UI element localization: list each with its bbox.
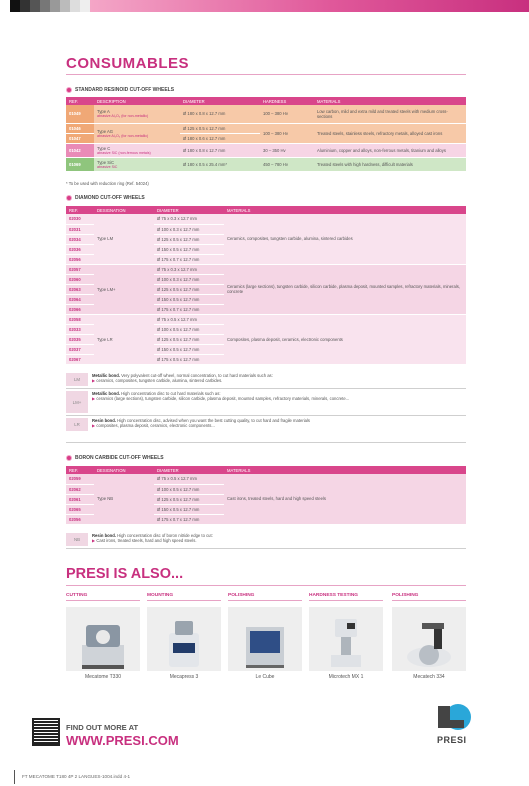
- product-category: POLISHING: [392, 593, 466, 601]
- product-name: Mecatome T330: [84, 674, 122, 680]
- swatch: [0, 0, 10, 12]
- table-row: [66, 314, 466, 324]
- crop-mark: [14, 770, 15, 784]
- legend-text: [92, 533, 213, 543]
- ref-cell: 02067: [66, 354, 94, 364]
- diamond-heading-text: DIAMOND CUT-OFF WHEELS: [75, 195, 145, 201]
- diam-cell: Ø 75 x 0.5 x 12.7 mm: [154, 314, 224, 324]
- mat-cell: Composites, plasma deposit, ceramics, electronic components: [224, 314, 466, 364]
- table-header-row: [66, 206, 466, 214]
- product-image: [147, 607, 221, 671]
- table-row: [66, 214, 466, 224]
- product-name: Mecatech 334: [413, 674, 445, 680]
- diam-cell: Ø 180 x 0.5 x 25.4 mm*: [180, 157, 260, 171]
- desc-type: Type C: [97, 145, 111, 151]
- legend-desc: Very polyvalent cut-off wheel, normal concentration, to cut hard materials such as:: [121, 373, 273, 378]
- diam-cell: Ø 180 x 0.8 x 12.7 mm: [180, 143, 260, 157]
- qr-code-icon[interactable]: [32, 718, 60, 746]
- mat-cell: Cast irons, treated steels, hard and high speed steels: [224, 474, 466, 524]
- legend-list: ceramics (large sections), tungsten carbide, silicon carbide, plasma deposit, mounted samples, refractory materials, minerals, concrete...: [96, 396, 350, 402]
- designation-cell: Type LR: [94, 314, 154, 364]
- polishing-cube-icon: [240, 615, 290, 671]
- desc-sub: abrasive Al₂O₃ (for non-metallic): [97, 133, 149, 138]
- legend-list: Cast irons, treated steels, hard and high speed steels.: [96, 538, 197, 544]
- diam-cell: Ø 75 x 0.3 x 12.7 mm: [154, 214, 224, 224]
- boron-table: [66, 466, 466, 525]
- ref-cell: 02056: [66, 514, 94, 524]
- col-header: MATERIALS: [224, 206, 466, 214]
- resinoid-table: [66, 97, 466, 172]
- ref-cell: 02064: [66, 294, 94, 304]
- table-row: [66, 143, 466, 157]
- ref-cell: 02033: [66, 324, 94, 334]
- diam-cell: Ø 180 x 0.8 x 12.7 mm: [180, 105, 260, 123]
- bullet-icon: [66, 87, 72, 93]
- product-image: [66, 607, 140, 671]
- product-category: CUTTING: [66, 593, 140, 601]
- legend-lmplus: [66, 391, 466, 413]
- product-image: [228, 607, 302, 671]
- presi-logo: PRESI: [437, 735, 467, 745]
- divider: [66, 442, 466, 443]
- legend-text: [92, 418, 310, 428]
- table-row: [66, 474, 466, 484]
- legend-text: [92, 391, 349, 401]
- legend-badge: LM: [66, 373, 88, 386]
- swatch: [80, 0, 90, 12]
- hard-cell: 100 – 380 Hv: [260, 123, 314, 143]
- designation-cell: Type NB: [94, 474, 154, 524]
- col-header: MATERIALS: [224, 466, 466, 474]
- ref-cell: 02036: [66, 244, 94, 254]
- diam-cell: Ø 175 x 0.7 x 12.7 mm: [154, 514, 224, 524]
- title-rule: [66, 74, 466, 75]
- ref-cell: 01049: [66, 105, 94, 123]
- legend-text: [92, 373, 273, 383]
- legend-desc: High concentration disc, advised when you want the best cutting quality, to cut hard and fragile materials: [117, 418, 311, 423]
- page-title: CONSUMABLES: [66, 55, 190, 72]
- swatch: [70, 0, 80, 12]
- diamond-heading: [66, 195, 145, 201]
- col-header: MATERIALS: [314, 97, 466, 105]
- product-name: Microtech MX 1: [328, 674, 364, 680]
- hardness-tester-icon: [321, 615, 371, 671]
- resinoid-heading-text: STANDARD RESINOID CUT-OFF WHEELS: [75, 87, 175, 93]
- table-row: [66, 105, 466, 123]
- col-header: REF.: [66, 97, 94, 105]
- legend-desc: High concentration disc of boron nitride edge to cut:: [117, 533, 213, 538]
- product-card[interactable]: [228, 593, 302, 680]
- swatch: [50, 0, 60, 12]
- bullet-icon: [66, 455, 72, 461]
- table-row: [66, 157, 466, 171]
- col-header: HARDNESS: [260, 97, 314, 105]
- diam-cell: Ø 175 x 0.5 x 12.7 mm: [154, 354, 224, 364]
- mounting-press-icon: [159, 615, 209, 671]
- divider: [66, 388, 466, 389]
- product-category: MOUNTING: [147, 593, 221, 601]
- website-link[interactable]: WWW.PRESI.COM: [66, 733, 179, 748]
- desc-type: Type AG: [97, 128, 114, 134]
- diam-cell: Ø 175 x 0.7 x 12.7 mm: [154, 254, 224, 264]
- arrow-icon: ▶: [92, 378, 96, 384]
- also-rule: [66, 585, 466, 586]
- ref-cell: 02061: [66, 494, 94, 504]
- diam-cell: Ø 125 x 0.5 x 12.7 mm: [180, 123, 260, 133]
- ref-cell: 02034: [66, 234, 94, 244]
- diam-cell: Ø 100 x 0.3 x 12.7 mm: [154, 274, 224, 284]
- product-name: Mecapress 3: [169, 674, 199, 680]
- desc-type: Type A: [97, 109, 110, 115]
- product-card[interactable]: [66, 593, 140, 680]
- bullet-icon: [66, 195, 72, 201]
- arrow-icon: ▶: [92, 396, 96, 402]
- hard-cell: 100 – 380 Hv: [260, 105, 314, 123]
- presi-logo-icon: [438, 700, 476, 734]
- find-out-text: FIND OUT MORE AT: [66, 723, 139, 732]
- ref-cell: 02062: [66, 484, 94, 494]
- table-header-row: [66, 97, 466, 105]
- legend-bond: Metallic bond.: [92, 391, 120, 396]
- swatch: [30, 0, 40, 12]
- hard-cell: 450 – 780 Hv: [260, 157, 314, 171]
- desc-cell: [94, 143, 180, 157]
- desc-sub: abrasive Al₂O₃ (for non-metallic): [97, 114, 149, 119]
- desc-cell: [94, 123, 180, 143]
- legend-bond: Metallic bond.: [92, 373, 120, 378]
- ref-cell: 02058: [66, 314, 94, 324]
- resinoid-note: * To be used with reduction ring (Ref. 54024): [66, 181, 149, 186]
- mat-cell: Aluminium, copper and alloys, non-ferrous metals, titanium and alloys: [314, 143, 466, 157]
- diam-cell: Ø 100 x 0.5 x 12.7 mm: [154, 324, 224, 334]
- boron-heading: [66, 455, 164, 461]
- diamond-table: [66, 206, 466, 365]
- legend-bond: Resin bond.: [92, 418, 116, 423]
- diam-cell: Ø 125 x 0.5 x 12.7 mm: [154, 494, 224, 504]
- product-image: [392, 607, 466, 671]
- ref-cell: 02030: [66, 214, 94, 224]
- top-pink-bar: [90, 0, 529, 12]
- legend-badge: LM+: [66, 391, 88, 413]
- col-header: DESCRIPTION: [94, 97, 180, 105]
- ref-cell: 02066: [66, 304, 94, 314]
- ref-cell: 02031: [66, 224, 94, 234]
- legend-lm: [66, 373, 466, 386]
- mat-cell: Ceramics (large sections), tungsten carbide, silicon carbide, plasma deposit, mounted samples, refractory materials, minerals, concrete: [224, 264, 466, 314]
- designation-cell: Type LM+: [94, 264, 154, 314]
- desc-cell: [94, 105, 180, 123]
- ref-cell: 02057: [66, 264, 94, 274]
- legend-badge: NB: [66, 533, 88, 546]
- mat-cell: Ceramics, composites, tungsten carbide, alumina, sintered carbides: [224, 214, 466, 264]
- desc-type: Type SiC: [97, 159, 114, 165]
- product-image: [309, 607, 383, 671]
- cutting-machine-icon: [78, 615, 128, 671]
- ref-cell: 01042: [66, 143, 94, 157]
- arrow-icon: ▶: [92, 423, 96, 429]
- ref-cell: 02037: [66, 344, 94, 354]
- legend-badge: LR: [66, 418, 88, 431]
- col-header: DIAMETER: [154, 206, 224, 214]
- ref-cell: 01046: [66, 123, 94, 133]
- table-header-row: [66, 466, 466, 474]
- designation-cell: Type LM: [94, 214, 154, 264]
- also-title: PRESI IS ALSO...: [66, 566, 184, 582]
- legend-bond: Resin bond.: [92, 533, 116, 538]
- arrow-icon: ▶: [92, 538, 96, 544]
- legend-nb: [66, 533, 466, 546]
- mat-cell: Low carbon, mild and extra mild and treated steels with medium cross-sections: [314, 105, 466, 123]
- col-header: DESIGNATION: [94, 206, 154, 214]
- diam-cell: Ø 75 x 0.5 x 12.7 mm: [154, 474, 224, 484]
- product-category: HARDNESS TESTING: [309, 593, 383, 601]
- col-header: DIAMETER: [180, 97, 260, 105]
- swatch: [40, 0, 50, 12]
- table-row: [66, 123, 466, 133]
- legend-list: composites, plasma deposit, ceramics, electronic components...: [96, 423, 215, 429]
- polishing-machine-icon: [404, 615, 454, 671]
- divider: [66, 415, 466, 416]
- diam-cell: Ø 150 x 0.5 x 12.7 mm: [154, 344, 224, 354]
- diam-cell: Ø 100 x 0.3 x 12.7 mm: [154, 224, 224, 234]
- mat-cell: Treated steels with high hardness, difficult materials: [314, 157, 466, 171]
- diam-cell: Ø 125 x 0.5 x 12.7 mm: [154, 284, 224, 294]
- col-header: REF.: [66, 466, 94, 474]
- swatch: [10, 0, 20, 12]
- legend-lr: [66, 418, 466, 431]
- col-header: REF.: [66, 206, 94, 214]
- diam-cell: Ø 125 x 0.5 x 12.7 mm: [154, 334, 224, 344]
- swatch: [60, 0, 70, 12]
- ref-cell: 02060: [66, 274, 94, 284]
- ref-cell: 02035: [66, 334, 94, 344]
- ref-cell: 02059: [66, 474, 94, 484]
- diam-cell: Ø 175 x 0.7 x 12.7 mm: [154, 304, 224, 314]
- diam-cell: Ø 75 x 0.3 x 12.7 mm: [154, 264, 224, 274]
- ref-cell: 02056: [66, 254, 94, 264]
- ref-cell: 01047: [66, 133, 94, 143]
- diam-cell: Ø 180 x 0.6 x 12.7 mm: [180, 133, 260, 143]
- table-row: [66, 264, 466, 274]
- swatch: [20, 0, 30, 12]
- col-header: DESIGNATION: [94, 466, 154, 474]
- product-name: Le Cube: [255, 674, 275, 680]
- desc-sub: abrasive SiC (non-ferrous metals): [97, 150, 151, 155]
- col-header: DIAMETER: [154, 466, 224, 474]
- resinoid-heading: [66, 87, 174, 93]
- product-card[interactable]: [147, 593, 221, 680]
- product-category: POLISHING: [228, 593, 302, 601]
- product-card[interactable]: [309, 593, 383, 680]
- ref-cell: 01069: [66, 157, 94, 171]
- mat-cell: Treated steels, stainless steels, refractory metals, alloyed cast irons: [314, 123, 466, 143]
- diam-cell: Ø 100 x 0.5 x 12.7 mm: [154, 484, 224, 494]
- legend-list: ceramics, composites, tungsten carbide, alumina, sintered carbides.: [96, 378, 223, 384]
- legend-desc: High concentration disc to cut hard materials such as:: [121, 391, 221, 396]
- product-card[interactable]: [392, 593, 466, 680]
- desc-sub: abrasive SiC: [97, 164, 118, 169]
- file-slug: FT MECATOME T180 4P 2 LANGUES-1004.indd 4-1: [22, 774, 131, 779]
- hard-cell: 30 – 350 Hv: [260, 143, 314, 157]
- diam-cell: Ø 150 x 0.5 x 12.7 mm: [154, 504, 224, 514]
- boron-heading-text: BORON CARBIDE CUT-OFF WHEELS: [75, 455, 164, 461]
- desc-cell: [94, 157, 180, 171]
- diam-cell: Ø 125 x 0.5 x 12.7 mm: [154, 234, 224, 244]
- diam-cell: Ø 150 x 0.5 x 12.7 mm: [154, 294, 224, 304]
- ref-cell: 02065: [66, 504, 94, 514]
- diam-cell: Ø 150 x 0.5 x 12.7 mm: [154, 244, 224, 254]
- divider: [66, 548, 466, 549]
- ref-cell: 02063: [66, 284, 94, 294]
